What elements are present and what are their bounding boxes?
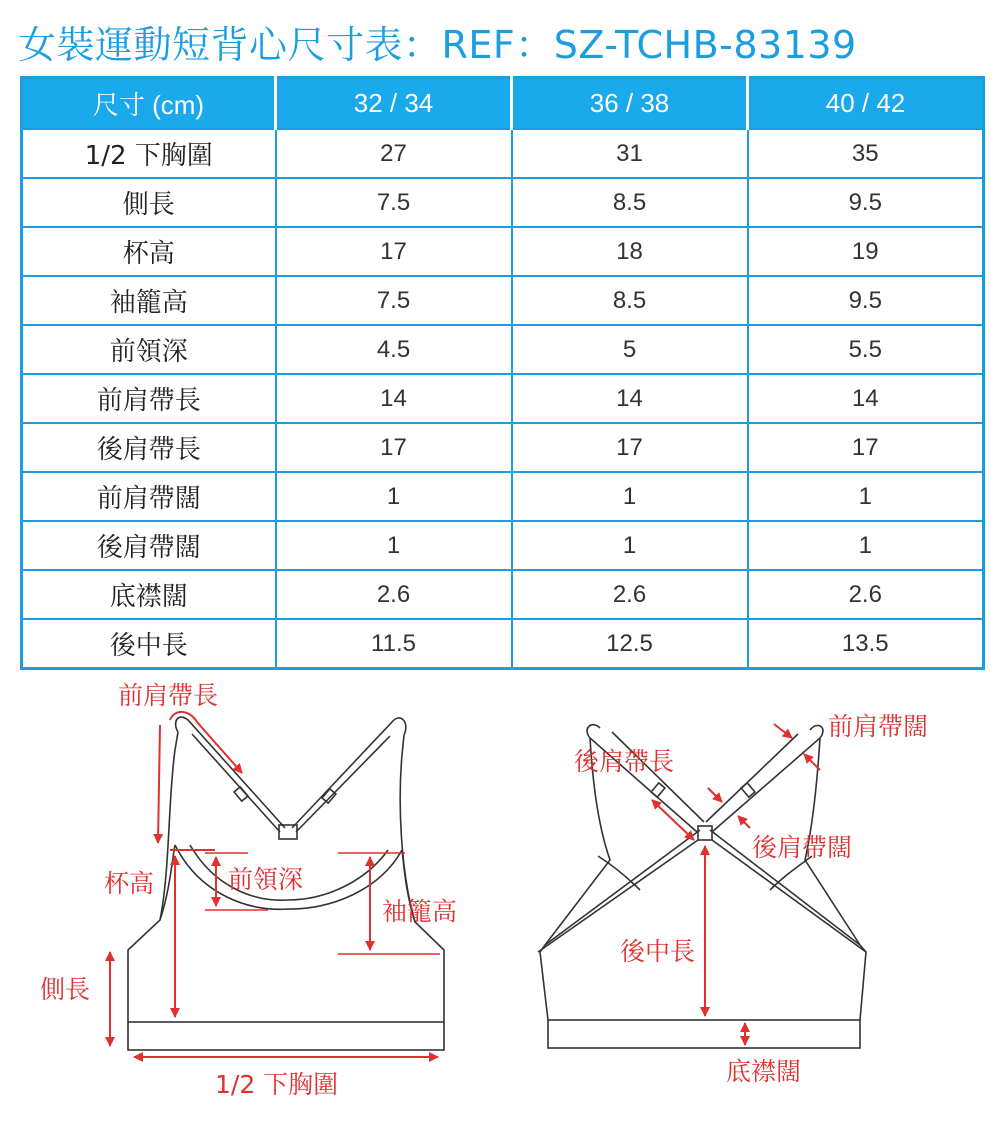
size-value-cell: 1 [276, 472, 512, 521]
label-back-strap-width: 後肩帶闊 [752, 833, 853, 862]
row-label: 袖籠高 [22, 276, 276, 325]
row-label: 前肩帶闊 [22, 472, 276, 521]
size-value-cell: 17 [276, 423, 512, 472]
size-value-cell: 11.5 [276, 619, 512, 669]
size-value-cell: 4.5 [276, 325, 512, 374]
header-size-32-34: 32 / 34 [276, 78, 512, 130]
label-hem-width: 底襟闊 [726, 1057, 802, 1086]
table-row [22, 227, 984, 276]
label-armhole-height: 袖籠高 [382, 897, 458, 926]
size-value-cell: 31 [512, 129, 748, 178]
back-strap-width-marker [708, 788, 750, 828]
table-row [22, 374, 984, 423]
size-value-cell: 18 [512, 227, 748, 276]
size-value-cell: 12.5 [512, 619, 748, 669]
header-size-unit: 尺寸 (cm) [22, 78, 276, 130]
size-value-cell: 19 [748, 227, 984, 276]
size-value-cell: 1 [748, 521, 984, 570]
size-value-cell: 14 [512, 374, 748, 423]
size-value-cell: 7.5 [276, 276, 512, 325]
label-side-length: 側長 [40, 975, 91, 1004]
size-value-cell: 1 [748, 472, 984, 521]
cup-height-marker [170, 850, 215, 1017]
label-back-strap-length: 後肩帶長 [574, 747, 675, 776]
size-value-cell: 14 [276, 374, 512, 423]
header-size-40-42: 40 / 42 [748, 78, 984, 130]
label-front-strap-length: 前肩帶長 [118, 681, 219, 710]
size-value-cell: 8.5 [512, 276, 748, 325]
row-label: 前領深 [22, 325, 276, 374]
label-half-underbust: 1/2 下胸圍 [215, 1070, 339, 1099]
page-title: 女裝運動短背心尺寸表：REF：SZ-TCHB-83139 [18, 23, 857, 67]
row-label: 後肩帶闊 [22, 521, 276, 570]
front-strap-length-marker [158, 712, 242, 843]
row-label: 側長 [22, 178, 276, 227]
size-value-cell: 1 [512, 472, 748, 521]
size-value-cell: 2.6 [748, 570, 984, 619]
size-value-cell: 1 [276, 521, 512, 570]
row-label: 後肩帶長 [22, 423, 276, 472]
table-row [22, 570, 984, 619]
front-strap-width-marker [774, 724, 820, 770]
size-value-cell: 17 [748, 423, 984, 472]
table-row [22, 129, 984, 178]
table-row [22, 178, 984, 227]
row-label: 前肩帶長 [22, 374, 276, 423]
size-value-cell: 8.5 [512, 178, 748, 227]
table-row [22, 423, 984, 472]
table-row [22, 472, 984, 521]
row-label: 1/2 下胸圍 [22, 129, 276, 178]
size-value-cell: 1 [512, 521, 748, 570]
size-value-cell: 27 [276, 129, 512, 178]
size-value-cell: 5 [512, 325, 748, 374]
size-value-cell: 9.5 [748, 276, 984, 325]
size-value-cell: 2.6 [512, 570, 748, 619]
size-value-cell: 17 [276, 227, 512, 276]
size-value-cell: 2.6 [276, 570, 512, 619]
header-size-36-38: 36 / 38 [512, 78, 748, 130]
label-cup-height: 杯高 [104, 869, 155, 898]
row-label: 杯高 [22, 227, 276, 276]
table-row [22, 521, 984, 570]
size-value-cell: 17 [512, 423, 748, 472]
size-table [20, 76, 985, 670]
label-neck-depth: 前領深 [228, 865, 304, 894]
measurement-diagram [0, 660, 1000, 1123]
size-value-cell: 9.5 [748, 178, 984, 227]
table-row [22, 325, 984, 374]
size-value-cell: 14 [748, 374, 984, 423]
table-row [22, 276, 984, 325]
label-front-strap-width: 前肩帶闊 [828, 712, 929, 741]
size-value-cell: 35 [748, 129, 984, 178]
size-value-cell: 7.5 [276, 178, 512, 227]
row-label: 後中長 [22, 619, 276, 669]
size-value-cell: 13.5 [748, 619, 984, 669]
row-label: 底襟闊 [22, 570, 276, 619]
table-header-row [22, 78, 984, 130]
size-value-cell: 5.5 [748, 325, 984, 374]
label-center-back-length: 後中長 [620, 937, 696, 966]
